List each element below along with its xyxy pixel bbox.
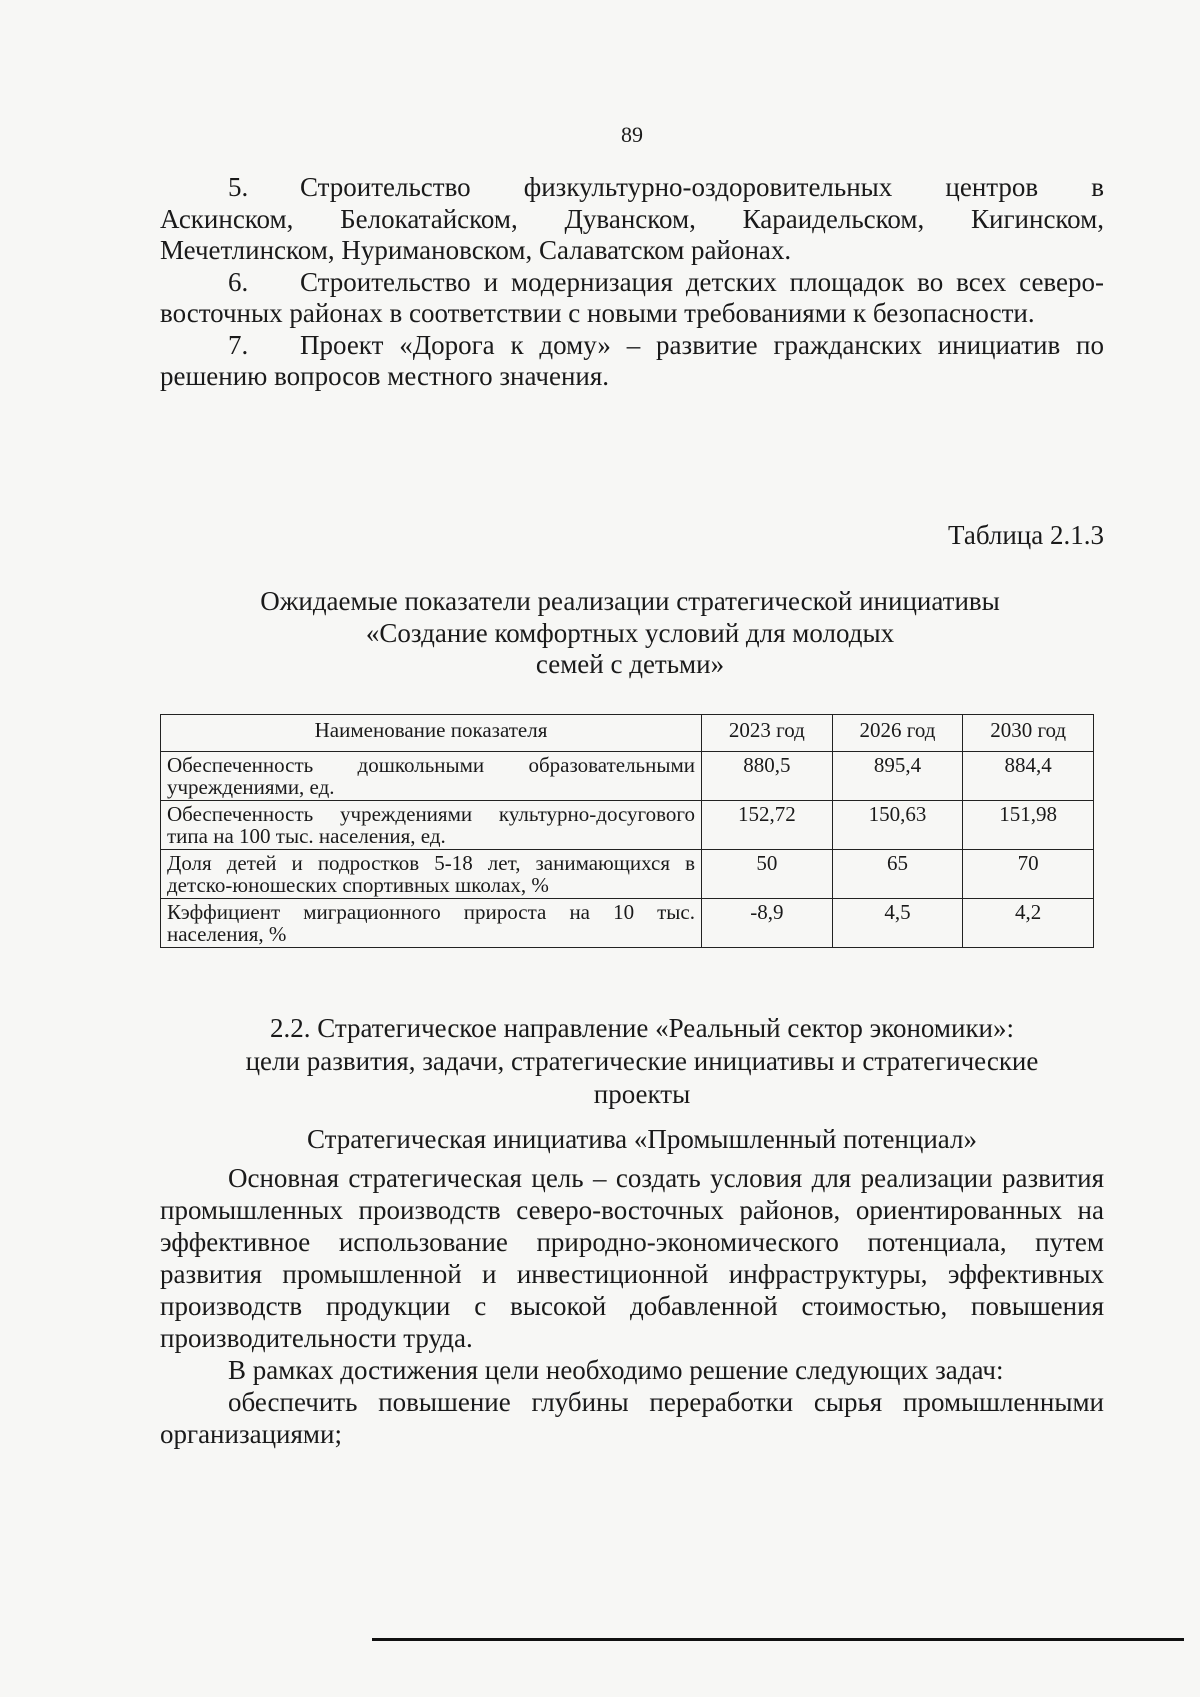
table-row xyxy=(161,899,1094,948)
value-2023: 880,5 xyxy=(702,752,833,801)
indicator-name: Кэффициент миграционного прироста на 10 тыс. населения, % xyxy=(161,899,702,948)
table-title xyxy=(200,586,1060,681)
table-row xyxy=(161,801,1094,850)
paragraph: В рамках достижения цели необходимо решение следующих задач: xyxy=(228,1355,1004,1385)
table-title-line: семей с детьми» xyxy=(535,649,725,679)
indicator-name: Обеспеченность дошкольными образовательными учреждениями, ед. xyxy=(161,752,702,801)
section-heading-line: 2.2. Стратегическое направление «Реальный сектор экономики»: xyxy=(269,1013,1015,1043)
value-2026: 4,5 xyxy=(832,899,963,948)
list-item-text: Строительство и модернизация детских площадок во всех северо-восточных районах в соответствии с новыми требованиями к безопасности. xyxy=(160,266,1104,328)
table-header-row xyxy=(161,715,1094,752)
value-2026: 895,4 xyxy=(832,752,963,801)
section-heading xyxy=(170,1012,1114,1111)
indicator-name: Доля детей и подростков 5-18 лет, занимающихся в детско-юношеских спортивных школах, % xyxy=(161,850,702,899)
header-indicator-name: Наименование показателя xyxy=(161,715,702,752)
section-heading-line: цели развития, задачи, стратегические инициативы и стратегические xyxy=(245,1046,1039,1076)
value-2026: 65 xyxy=(832,850,963,899)
table-title-line: «Создание комфортных условий для молодых xyxy=(365,617,895,648)
table-title-line: Ожидаемые показатели реализации стратегической инициативы xyxy=(260,586,1000,616)
list-item-number: 6. xyxy=(228,266,249,297)
indicators-table xyxy=(160,714,1094,948)
value-2030: 70 xyxy=(963,850,1094,899)
value-2030: 4,2 xyxy=(963,899,1094,948)
list-item-text: Проект «Дорога к дому» – развитие гражданских инициатив по решению вопросов местного значения. xyxy=(160,329,1104,391)
paragraph: обеспечить повышение глубины переработки сырья промышленными организациями; xyxy=(160,1387,1104,1449)
numbered-list xyxy=(160,172,1104,393)
value-2030: 151,98 xyxy=(963,801,1094,850)
value-2023: 152,72 xyxy=(702,801,833,850)
list-item-text: Строительство физкультурно-оздоровительных центров в Аскинском, Белокатайском, Дуванском, Караидельском, Кигинском, Мечетлинском, Нуримановском, Салаватском районах. xyxy=(160,172,1104,265)
list-item-number: 5. xyxy=(228,172,249,202)
table-reference: Таблица 2.1.3 xyxy=(948,520,1104,550)
section-heading-line: проекты xyxy=(593,1079,691,1109)
header-2026: 2026 год xyxy=(832,715,963,752)
list-item xyxy=(160,267,1104,330)
list-item-number: 7. xyxy=(228,329,249,360)
indicator-name: Обеспеченность учреждениями культурно-досугового типа на 100 тыс. населения, ед. xyxy=(161,801,702,850)
header-2023: 2023 год xyxy=(702,715,833,752)
list-item xyxy=(160,330,1104,393)
footer-rule xyxy=(372,1638,1184,1641)
value-2030: 884,4 xyxy=(963,752,1094,801)
table-row xyxy=(161,850,1094,899)
value-2023: 50 xyxy=(702,850,833,899)
paragraph: Основная стратегическая цель – создать условия для реализации развития промышленных производств северо-восточных районов, ориентированных на эффективное использование природно-экономического потенциала, путем развития промышленной и инвестиционной инфраструктуры, эффективных производств продукции с высокой добавленной стоимостью, повышения производительности труда. xyxy=(160,1163,1104,1353)
header-2030: 2030 год xyxy=(963,715,1094,752)
initiative-heading: Стратегическая инициатива «Промышленный потенциал» xyxy=(307,1124,977,1154)
value-2023: -8,9 xyxy=(702,899,833,948)
page-number: 89 xyxy=(621,122,643,147)
body-text xyxy=(160,1162,1104,1450)
table-row xyxy=(161,752,1094,801)
value-2026: 150,63 xyxy=(832,801,963,850)
list-item xyxy=(160,172,1104,267)
